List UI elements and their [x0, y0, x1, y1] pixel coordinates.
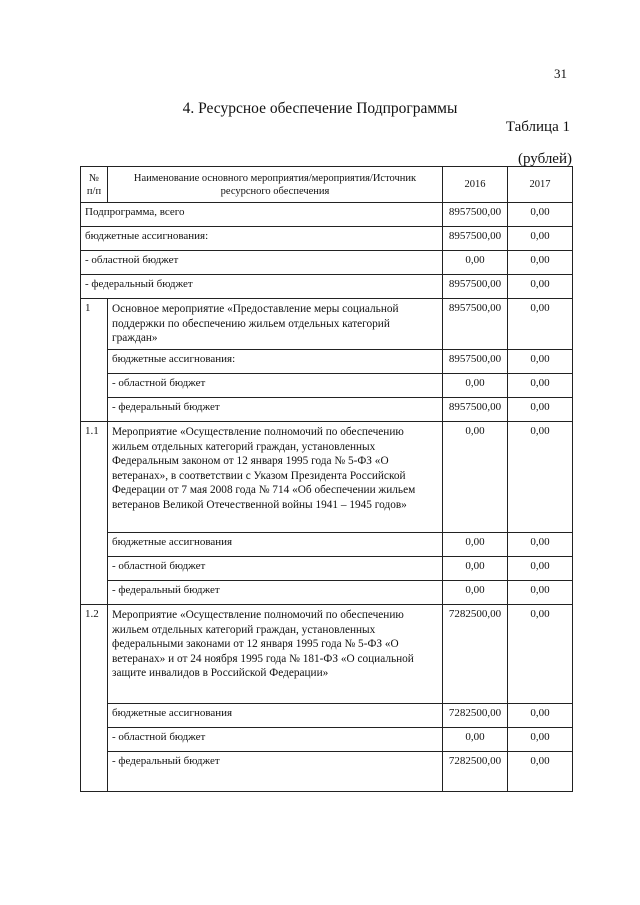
value-2016: 8957500,00 — [443, 299, 508, 350]
value-2016: 0,00 — [443, 533, 508, 557]
table-header-row — [81, 167, 573, 203]
value-2017: 0,00 — [508, 251, 573, 275]
value-2017: 0,00 — [508, 374, 573, 398]
header-2017: 2017 — [508, 167, 573, 203]
header-2016: 2016 — [443, 167, 508, 203]
value-2017: 0,00 — [508, 422, 573, 533]
row-name: бюджетные ассигнования: — [108, 350, 443, 374]
item-title: Мероприятие «Осуществление полномочий по обеспечению жильем отдельных категорий граждан, установленных федеральными законами от 12 января 1995 года № 5-ФЗ «О ветеранах» и от 24 ноября 1995 года № 181-ФЗ «О социальной защите инвалидов в Российской Федерации» — [108, 605, 443, 704]
item-number: 1 — [81, 299, 108, 422]
section-title: 4. Ресурсное обеспечение Подпрограммы — [182, 100, 458, 117]
value-2017: 0,00 — [508, 203, 573, 227]
value-2017: 0,00 — [508, 299, 573, 350]
value-2017: 0,00 — [508, 533, 573, 557]
header-num: № п/п — [81, 167, 108, 203]
value-2016: 0,00 — [443, 251, 508, 275]
table-row — [81, 350, 573, 374]
row-name: Подпрограмма, всего — [81, 203, 443, 227]
row-name: бюджетные ассигнования: — [81, 227, 443, 251]
value-2016: 0,00 — [443, 728, 508, 752]
table-row — [81, 203, 573, 227]
value-2016: 8957500,00 — [443, 398, 508, 422]
value-2017: 0,00 — [508, 728, 573, 752]
row-name: - областной бюджет — [108, 374, 443, 398]
value-2016: 8957500,00 — [443, 350, 508, 374]
value-2016: 7282500,00 — [443, 752, 508, 792]
table-label: Таблица 1 — [505, 119, 570, 135]
value-2017: 0,00 — [508, 581, 573, 605]
table-row — [81, 605, 573, 704]
item-title: Основное мероприятие «Предоставление меры социальной поддержки по обеспечению жильем отдельных категорий граждан» — [108, 299, 443, 350]
value-2017: 0,00 — [508, 557, 573, 581]
table-row — [81, 704, 573, 728]
value-2016: 8957500,00 — [443, 203, 508, 227]
item-title: Мероприятие «Осуществление полномочий по обеспечению жильем отдельных категорий граждан, установленных Федеральным законом от 12 января 1995 года № 5-ФЗ «О ветеранах», в соответствии с Указом Президента Российской Федерации от 7 мая 2008 года № 714 «Об обеспечении жильем ветеранов Великой Отечественной войны 1941 – 1945 годов» — [108, 422, 443, 533]
row-name: - областной бюджет — [108, 557, 443, 581]
value-2017: 0,00 — [508, 605, 573, 704]
table-row — [81, 728, 573, 752]
units-label: (рублей) — [517, 151, 572, 167]
table-row — [81, 227, 573, 251]
table-row — [81, 275, 573, 299]
table-row — [81, 374, 573, 398]
table-row — [81, 557, 573, 581]
row-name: - федеральный бюджет — [81, 275, 443, 299]
row-name: - областной бюджет — [108, 728, 443, 752]
value-2016: 7282500,00 — [443, 605, 508, 704]
table-row — [81, 533, 573, 557]
value-2016: 7282500,00 — [443, 704, 508, 728]
value-2017: 0,00 — [508, 398, 573, 422]
row-name: - федеральный бюджет — [108, 752, 443, 792]
value-2016: 0,00 — [443, 581, 508, 605]
value-2017: 0,00 — [508, 704, 573, 728]
table-row — [81, 581, 573, 605]
resource-table — [80, 166, 573, 792]
row-name: - федеральный бюджет — [108, 581, 443, 605]
value-2016: 0,00 — [443, 374, 508, 398]
row-name: - федеральный бюджет — [108, 398, 443, 422]
value-2016: 0,00 — [443, 557, 508, 581]
row-name: - областной бюджет — [81, 251, 443, 275]
value-2016: 8957500,00 — [443, 227, 508, 251]
value-2016: 8957500,00 — [443, 275, 508, 299]
table-row — [81, 251, 573, 275]
value-2017: 0,00 — [508, 350, 573, 374]
item-number: 1.1 — [81, 422, 108, 605]
value-2017: 0,00 — [508, 227, 573, 251]
table-row — [81, 398, 573, 422]
table-row — [81, 299, 573, 350]
value-2016: 0,00 — [443, 422, 508, 533]
item-number: 1.2 — [81, 605, 108, 792]
value-2017: 0,00 — [508, 752, 573, 792]
header-name: Наименование основного мероприятия/мероприятия/Источник ресурсного обеспечения — [108, 167, 443, 203]
row-name: бюджетные ассигнования — [108, 704, 443, 728]
table-row — [81, 422, 573, 533]
row-name: бюджетные ассигнования — [108, 533, 443, 557]
page-number: 31 — [554, 66, 567, 81]
value-2017: 0,00 — [508, 275, 573, 299]
table-row — [81, 752, 573, 792]
